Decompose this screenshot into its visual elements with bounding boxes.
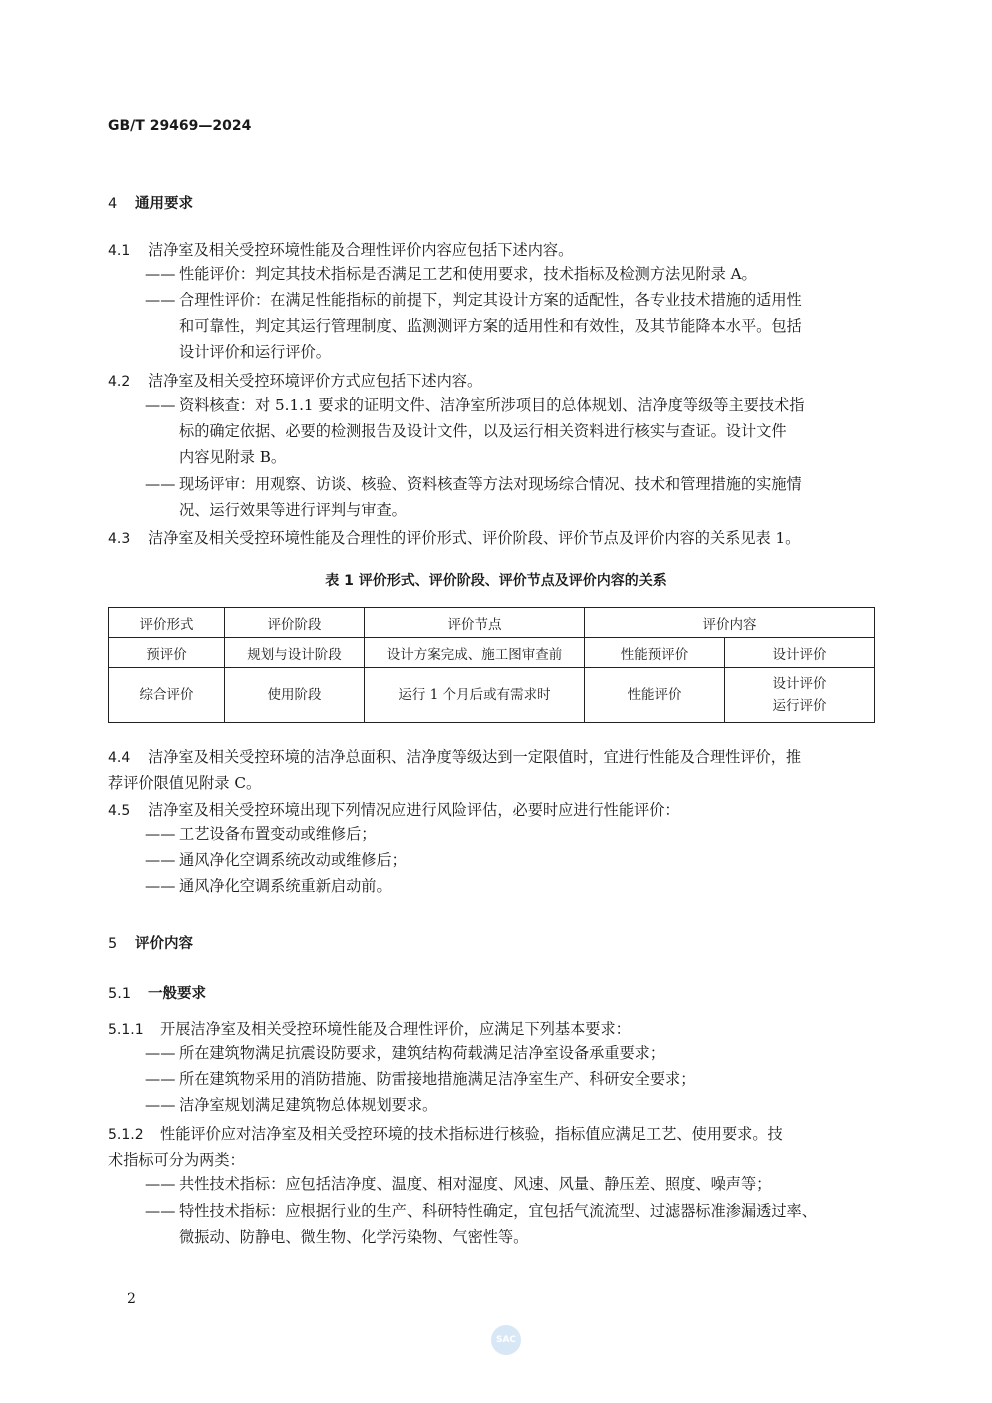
section-number: 5	[108, 936, 118, 952]
section-number: 4	[108, 196, 118, 212]
dash-marker: ——	[145, 825, 176, 843]
clause-text: 洁净室及相关受控环境的洁净总面积、洁净度等级达到一定限值时，宜进行性能及合理性评价，推	[148, 748, 802, 766]
list-item-continuation: 设计评价和运行评价。	[179, 343, 331, 361]
dash-marker: ——	[145, 877, 176, 895]
table-cell: 规划与设计阶段	[225, 638, 365, 668]
document-id-header: GB/T 29469—2024	[108, 118, 252, 134]
clause-text: 开展洁净室及相关受控环境性能及合理性评价，应满足下列基本要求：	[160, 1020, 631, 1038]
dash-marker: ——	[145, 265, 176, 283]
table-cell-line: 运行评价	[772, 698, 827, 714]
list-item-continuation: 况、运行效果等进行评判与审查。	[179, 501, 407, 519]
clause-4-3	[108, 525, 800, 552]
list-item: —— 洁净室规划满足建筑物总体规划要求。	[145, 1096, 438, 1114]
list-item: —— 通风净化空调系统改动或维修后；	[145, 851, 407, 869]
sac-logo-icon: SAC	[491, 1325, 521, 1355]
clause-text: 洁净室及相关受控环境性能及合理性的评价形式、评价阶段、评价节点及评价内容的关系见表 1。	[148, 529, 801, 547]
table-header-cell: 评价形式	[109, 608, 225, 638]
clause-text: 洁净室及相关受控环境性能及合理性评价内容应包括下述内容。	[148, 241, 574, 259]
section-5-heading	[108, 932, 193, 953]
clause-continuation: 术指标可分为两类：	[108, 1151, 245, 1169]
table-cell: 预评价	[109, 638, 225, 668]
list-item: —— 性能评价：判定其技术指标是否满足工艺和使用要求，技术指标及检测方法见附录 A。	[145, 265, 757, 283]
table-header-cell: 评价节点	[365, 608, 585, 638]
list-item-continuation: 内容见附录 B。	[179, 448, 287, 466]
list-item: —— 共性技术指标：应包括洁净度、温度、相对湿度、风速、风量、静压差、照度、噪声等；	[145, 1175, 772, 1193]
table-cell: 性能预评价	[585, 638, 725, 668]
list-item: —— 合理性评价：在满足性能指标的前提下，判定其设计方案的适配性，各专业技术措施的适用性	[145, 291, 802, 309]
table-cell	[725, 668, 875, 723]
clause-5-1-2	[108, 1121, 783, 1148]
clause-5-1-1	[108, 1016, 631, 1043]
list-item: —— 通风净化空调系统重新启动前。	[145, 877, 392, 895]
dash-marker: ——	[145, 1044, 176, 1062]
dash-marker: ——	[145, 1175, 176, 1193]
section-title: 评价内容	[135, 936, 193, 952]
list-item-continuation: 标的确定依据、必要的检测报告及设计文件，以及运行相关资料进行核实与查证。设计文件	[179, 422, 787, 440]
page-number: 2	[127, 1291, 136, 1307]
clause-4-4	[108, 744, 801, 771]
table-header-cell: 评价阶段	[225, 608, 365, 638]
clause-4-5	[108, 797, 680, 824]
section-4-heading	[108, 192, 193, 213]
clause-text: 性能评价应对洁净室及相关受控环境的技术指标进行核验，指标值应满足工艺、使用要求。技	[160, 1125, 783, 1143]
clause-number: 4.3	[108, 531, 131, 547]
dash-marker: ——	[145, 1096, 176, 1114]
table-cell-line: 设计评价	[772, 676, 827, 692]
list-item: —— 所在建筑物采用的消防措施、防雷接地措施满足洁净室生产、科研安全要求；	[145, 1070, 696, 1088]
list-item: —— 特性技术指标：应根据行业的生产、科研特性确定，宜包括气流流型、过滤器标准渗漏透过率、	[145, 1202, 817, 1220]
clause-number: 5.1.2	[108, 1127, 144, 1143]
table-cell: 运行 1 个月后或有需求时	[365, 668, 585, 723]
list-item: —— 所在建筑物满足抗震设防要求，建筑结构荷载满足洁净室设备承重要求；	[145, 1044, 665, 1062]
clause-number: 4.5	[108, 803, 131, 819]
table-cell: 使用阶段	[225, 668, 365, 723]
dash-marker: ——	[145, 1202, 176, 1220]
table-cell: 设计方案完成、施工图审查前	[365, 638, 585, 668]
table-cell: 设计评价	[725, 638, 875, 668]
clause-text: 洁净室及相关受控环境出现下列情况应进行风险评估，必要时应进行性能评价：	[148, 801, 680, 819]
clause-continuation: 荐评价限值见附录 C。	[108, 774, 262, 792]
table-header-row	[109, 608, 875, 638]
clause-number: 4.1	[108, 243, 131, 259]
section-number: 5.1	[108, 986, 132, 1002]
dash-marker: ——	[145, 291, 176, 309]
dash-marker: ——	[145, 396, 176, 414]
table-cell: 性能评价	[585, 668, 725, 723]
clause-number: 5.1.1	[108, 1022, 144, 1038]
table-row	[109, 668, 875, 723]
dash-marker: ——	[145, 1070, 176, 1088]
dash-marker: ——	[145, 475, 176, 493]
clause-text: 洁净室及相关受控环境评价方式应包括下述内容。	[148, 372, 483, 390]
evaluation-table	[108, 607, 875, 723]
clause-4-1	[108, 237, 573, 264]
clause-number: 4.2	[108, 374, 131, 390]
list-item: —— 工艺设备布置变动或维修后；	[145, 825, 377, 843]
table-cell: 综合评价	[109, 668, 225, 723]
list-item-continuation: 和可靠性，判定其运行管理制度、监测测评方案的适用性和有效性，及其节能降本水平。包括	[179, 317, 802, 335]
table-header-cell: 评价内容	[585, 608, 875, 638]
section-title: 通用要求	[135, 196, 193, 212]
list-item: —— 资料核查：对 5.1.1 要求的证明文件、洁净室所涉项目的总体规划、洁净度等级等主要技术指	[145, 396, 805, 414]
table-caption: 表 1 评价形式、评价阶段、评价节点及评价内容的关系	[325, 573, 667, 589]
table-row	[109, 638, 875, 668]
dash-marker: ——	[145, 851, 176, 869]
clause-number: 4.4	[108, 750, 131, 766]
list-item: —— 现场评审：用观察、访谈、核验、资料核查等方法对现场综合情况、技术和管理措施的实施情	[145, 475, 802, 493]
section-5-1-heading	[108, 982, 206, 1003]
list-item-continuation: 微振动、防静电、微生物、化学污染物、气密性等。	[179, 1228, 529, 1246]
section-title: 一般要求	[148, 986, 206, 1002]
clause-4-2	[108, 368, 482, 395]
